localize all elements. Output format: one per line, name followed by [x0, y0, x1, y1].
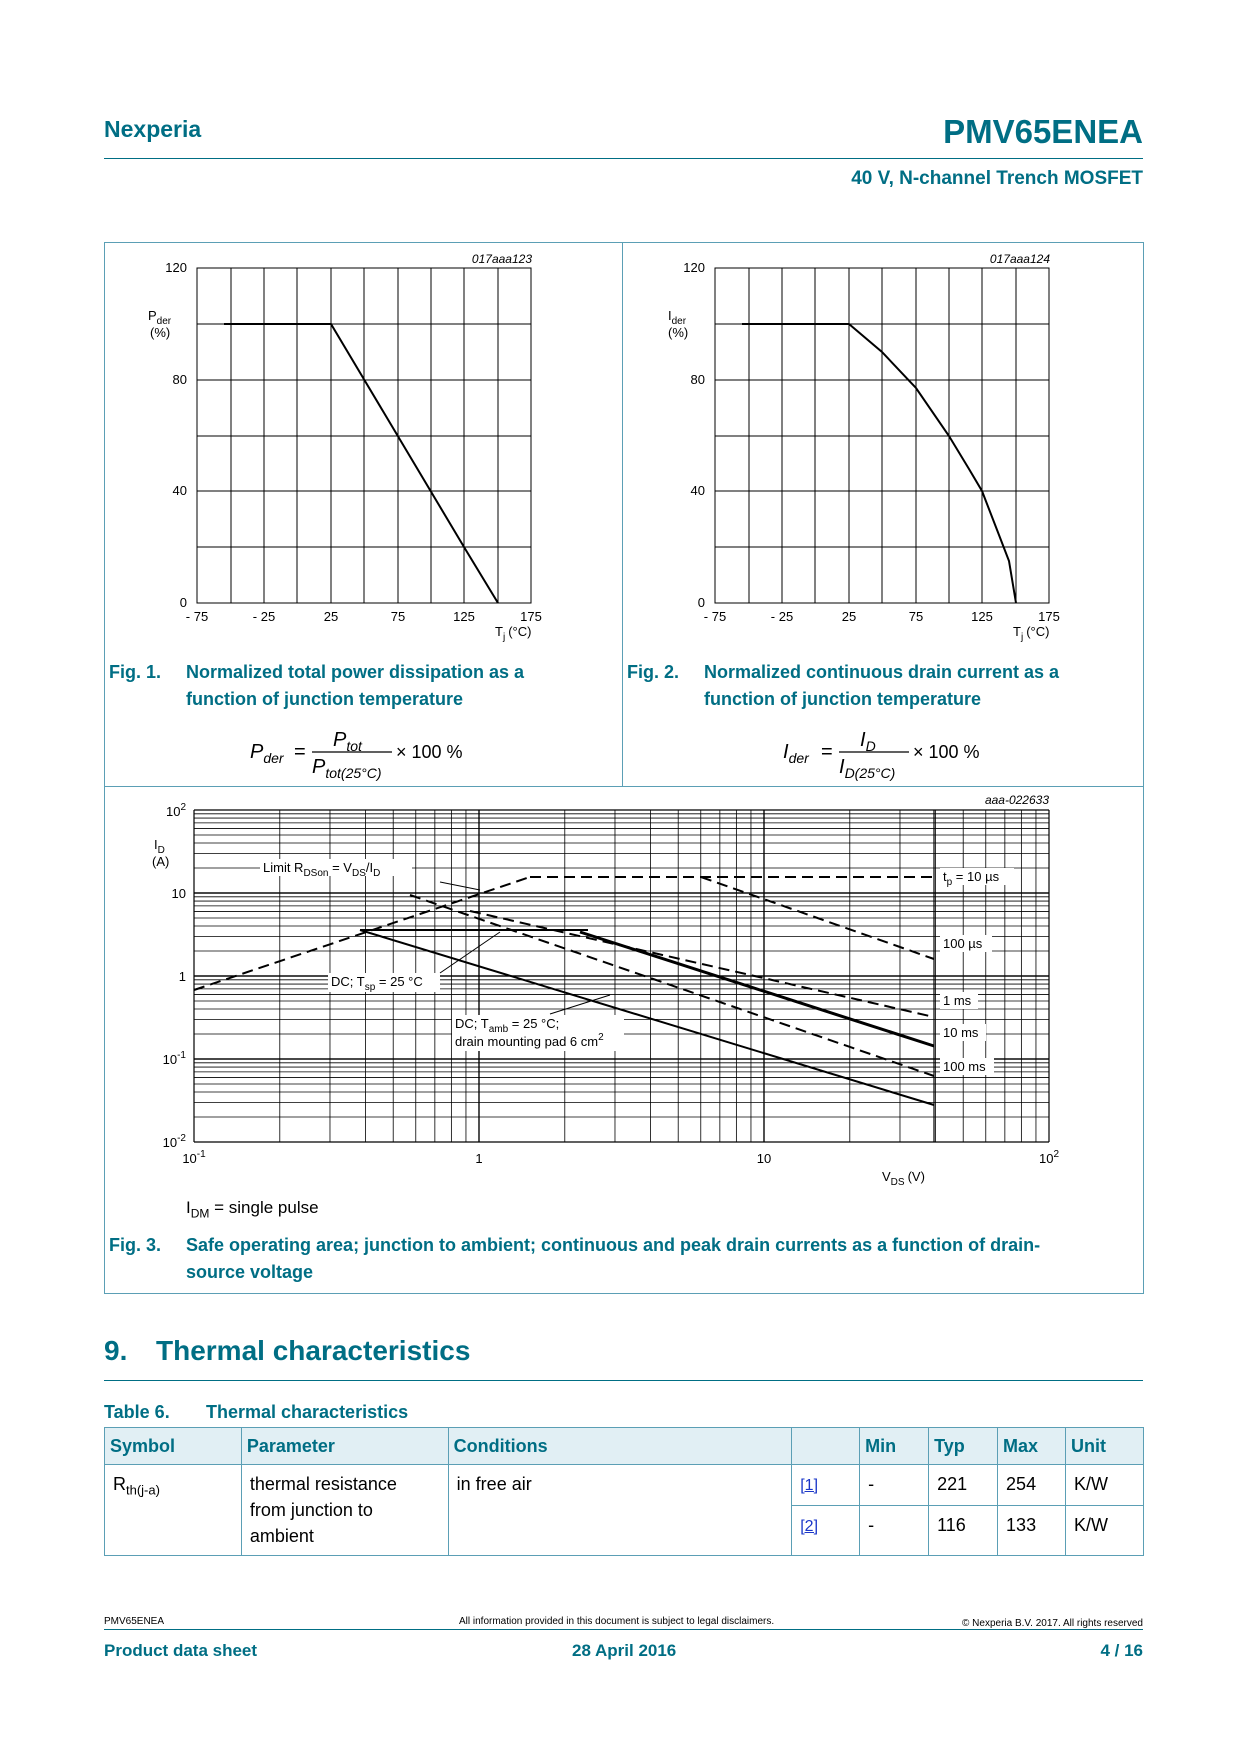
cell-typ: 221 — [929, 1465, 998, 1506]
cell-condition: in free air — [448, 1465, 792, 1556]
footer-doc-type: Product data sheet — [104, 1641, 258, 1660]
svg-text:10: 10 — [171, 886, 186, 901]
cell-symbol: $R_{th(j-a)}$ — [105, 1465, 242, 1556]
svg-text:=: = — [294, 741, 306, 763]
cell-max: 254 — [998, 1465, 1066, 1506]
fig1-caption-line2: function of junction temperature — [186, 689, 463, 709]
fig3-caption-line1: Safe operating area; junction to ambient; continuous and peak drain currents as a function of drain- — [186, 1235, 1041, 1255]
fig2-x-ticks — [704, 609, 1060, 624]
fig2-curve — [742, 324, 1016, 603]
svg-text:Pder: $P_{der}$ — [250, 741, 284, 766]
fig1-y-label: $P_{der}$ — [148, 308, 172, 327]
fig3-caption-line2: source voltage — [186, 1262, 314, 1282]
svg-text:102: $10^2$ — [165, 802, 186, 819]
fig2-number: Fig. 2. — [627, 662, 680, 682]
svg-text:0: 0 — [179, 595, 187, 610]
svg-text:40: 40 — [690, 483, 705, 498]
svg-text:40: 40 — [172, 483, 187, 498]
col-typ: Typ — [929, 1428, 998, 1465]
svg-text:× 100 %: × 100 % — [396, 742, 463, 762]
cell-min: - — [860, 1465, 929, 1506]
fig1-caption — [109, 659, 609, 715]
table-caption: Table 6. Thermal characteristics — [104, 1402, 409, 1422]
fig3-label-1ms: 1 ms — [943, 993, 972, 1008]
col-parameter: Parameter — [241, 1428, 448, 1465]
fig1-grid — [197, 268, 531, 603]
svg-text:1: 1 — [475, 1151, 483, 1166]
fig2-x-label: $T_j$ (°C) — [1013, 624, 1050, 643]
fig3-chart — [140, 790, 1140, 1200]
fig3-y-unit: (A) — [152, 854, 170, 869]
svg-text:0: 0 — [697, 595, 705, 610]
cell-ref — [792, 1506, 860, 1556]
fig3-note: $I_{DM}$ = single pulse — [186, 1198, 319, 1221]
svg-text:175: 175 — [520, 609, 542, 624]
svg-text:10-1: $10^{-1}$ — [162, 1050, 186, 1067]
col-unit: Unit — [1066, 1428, 1144, 1465]
fig1-curve — [224, 324, 498, 603]
svg-text:Ptot(25°C): $P_{tot(25^\circ C)}$ — [312, 756, 382, 781]
section-divider — [104, 1380, 1143, 1381]
svg-text:25: 25 — [323, 609, 339, 624]
fig3-label-100ms: 100 ms — [943, 1059, 986, 1074]
fig3-x-ticks — [182, 1149, 1059, 1166]
svg-text:- 75: - 75 — [185, 609, 209, 624]
cell-parameter: thermal resistance from junction to ambient — [241, 1465, 448, 1556]
footnote-link-1[interactable]: [1] — [800, 1477, 819, 1494]
svg-text:120: 120 — [683, 260, 705, 275]
footer-date: 28 April 2016 — [572, 1641, 677, 1660]
cell-typ: 116 — [929, 1506, 998, 1556]
fig3-label-dc-tamb-line2: drain mounting pad 6 $cm^2$ — [455, 1032, 604, 1049]
svg-text:10: 10 — [756, 1151, 772, 1166]
fig2-caption — [627, 659, 1127, 715]
part-subtitle: 40 V, N-channel Trench MOSFET — [851, 168, 1143, 189]
footer-copyright: © Nexperia B.V. 2017. All rights reserved — [962, 1618, 1143, 1629]
fig3-label-100us: 100 µs — [943, 936, 983, 951]
fig1-code: 017aaa123 — [471, 252, 532, 266]
fig3-label-dc-tsp: DC; $T_{sp} = 25$ °C — [331, 974, 423, 993]
footer-doc-id: PMV65ENEA — [104, 1616, 165, 1627]
header-divider — [104, 158, 1143, 159]
fig3-label-10ms: 10 ms — [943, 1025, 979, 1040]
fig3-label-dc-tamb-line1: DC; $T_{amb} = 25$ °C; — [455, 1016, 560, 1035]
cell-ref — [792, 1465, 860, 1506]
cell-unit: K/W — [1066, 1506, 1144, 1556]
cell-max: 133 — [998, 1506, 1066, 1556]
svg-text:80: 80 — [690, 372, 705, 387]
fig3-y-label: $I_D$ — [154, 837, 165, 856]
fig3-leader-dcsp — [440, 932, 500, 973]
svg-text:=: = — [821, 741, 833, 763]
footer-divider — [104, 1629, 1143, 1630]
col-conditions: Conditions — [448, 1428, 792, 1465]
cell-unit: K/W — [1066, 1465, 1144, 1506]
fig3-label-limit: Limit $R_{DSon} = V_{DS}/I_D$ — [263, 860, 381, 879]
svg-text:102: $10^2$ — [1038, 1149, 1060, 1166]
cell-min: - — [860, 1506, 929, 1556]
fig3-x-label: $V_{DS}$ (V) — [882, 1169, 925, 1188]
svg-text:× 100 %: × 100 % — [913, 742, 980, 762]
footer-disclaimer: All information provided in this document is subject to legal disclaimers. — [459, 1616, 775, 1627]
fig1-x-ticks — [186, 609, 542, 624]
table-header-row — [105, 1428, 1144, 1465]
fig2-y-label: $I_{der}$ — [668, 308, 687, 327]
fig2-y-ticks — [683, 260, 705, 610]
svg-text:125: 125 — [971, 609, 993, 624]
fig2-grid — [715, 268, 1049, 603]
col-ref — [792, 1428, 860, 1465]
svg-text:75: 75 — [908, 609, 924, 624]
fig2-chart — [658, 248, 1078, 648]
svg-text:120: 120 — [165, 260, 187, 275]
svg-text:25: 25 — [841, 609, 857, 624]
svg-text:Ptot: $P_{tot}$ — [333, 729, 362, 754]
svg-text:175: 175 — [1038, 609, 1060, 624]
col-max: Max — [998, 1428, 1066, 1465]
fig1-formula — [240, 722, 500, 782]
thermal-table — [104, 1427, 1144, 1556]
svg-text:75: 75 — [390, 609, 406, 624]
fig2-y-unit: (%) — [668, 325, 689, 340]
brand-name: Nexperia — [104, 116, 202, 142]
fig3-leader-limit — [440, 882, 480, 890]
fig3-code: aaa-022633 — [984, 793, 1049, 807]
fig1-x-label: $T_j$ (°C) — [495, 624, 532, 643]
col-symbol: Symbol — [105, 1428, 242, 1465]
fig2-formula — [775, 722, 1015, 782]
fig3-label-tp10us: $t_p = 10$ µs — [943, 869, 1000, 888]
fig2-caption-line2: function of junction temperature — [704, 689, 981, 709]
col-min: Min — [860, 1428, 929, 1465]
fig2-code: 017aaa124 — [989, 252, 1050, 266]
footer-page: 4 / 16 — [1100, 1641, 1143, 1660]
svg-text:- 25: - 25 — [252, 609, 276, 624]
svg-text:1: 1 — [178, 969, 186, 984]
part-number: PMV65ENEA — [943, 113, 1143, 150]
svg-text:ID(25°C): $I_{D(25^\circ C)}$ — [839, 756, 896, 781]
fig3-number: Fig. 3. — [109, 1235, 162, 1255]
svg-text:125: 125 — [453, 609, 475, 624]
svg-text:10-2: $10^{-2}$ — [162, 1133, 186, 1150]
svg-text:10-1: $10^{-1}$ — [182, 1149, 206, 1166]
fig1-caption-line1: Normalized total power dissipation as a — [186, 662, 525, 682]
svg-text:- 25: - 25 — [770, 609, 794, 624]
footnote-link-2[interactable]: [2] — [800, 1518, 819, 1535]
section-title: 9. Thermal characteristics — [104, 1335, 471, 1366]
figure-divider — [622, 242, 623, 787]
svg-text:ID: $I_D$ — [860, 729, 876, 754]
fig3-caption — [109, 1232, 1139, 1288]
svg-text:Ider: $I_{der}$ — [783, 741, 809, 766]
svg-text:- 75: - 75 — [703, 609, 727, 624]
fig1-number: Fig. 1. — [109, 662, 162, 682]
fig1-chart — [140, 248, 560, 648]
fig1-y-unit: (%) — [150, 325, 171, 340]
fig1-y-ticks — [165, 260, 187, 610]
svg-text:80: 80 — [172, 372, 187, 387]
fig2-caption-line1: Normalized continuous drain current as a — [704, 662, 1060, 682]
table-row — [105, 1465, 1144, 1506]
